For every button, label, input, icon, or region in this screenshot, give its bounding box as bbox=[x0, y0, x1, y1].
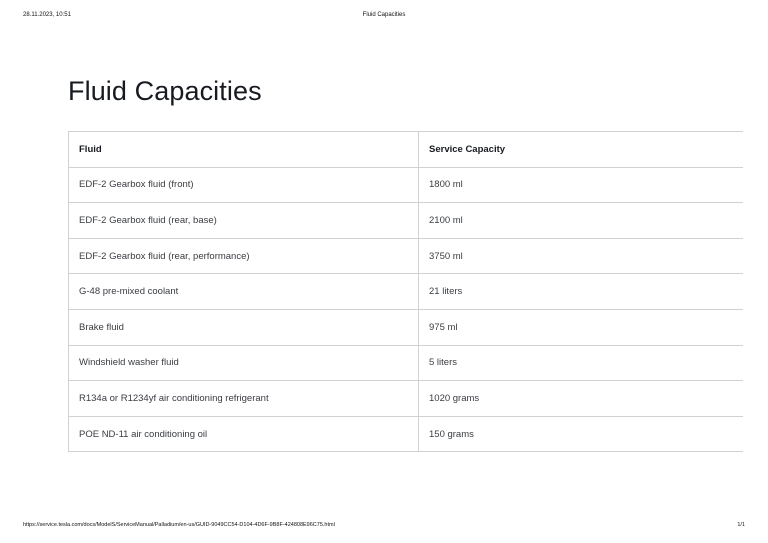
table-row bbox=[69, 381, 744, 417]
fluid-capacities-table-container bbox=[68, 131, 743, 452]
capacity-cell: 975 ml bbox=[419, 309, 744, 345]
fluid-cell: EDF-2 Gearbox fluid (rear, performance) bbox=[69, 238, 419, 274]
table-row bbox=[69, 238, 744, 274]
capacity-cell: 21 liters bbox=[419, 274, 744, 310]
table-row bbox=[69, 167, 744, 203]
table-row bbox=[69, 203, 744, 239]
fluid-cell: Brake fluid bbox=[69, 309, 419, 345]
print-datetime: 28.11.2023, 10:51 bbox=[23, 12, 71, 18]
fluid-capacities-table bbox=[68, 131, 743, 452]
fluid-cell: EDF-2 Gearbox fluid (front) bbox=[69, 167, 419, 203]
column-header-fluid: Fluid bbox=[69, 132, 419, 168]
table-row bbox=[69, 416, 744, 452]
print-header bbox=[23, 12, 745, 22]
print-doc-title: Fluid Capacities bbox=[362, 12, 406, 18]
capacity-cell: 5 liters bbox=[419, 345, 744, 381]
fluid-cell: R134a or R1234yf air conditioning refrigerant bbox=[69, 381, 419, 417]
fluid-cell: POE ND-11 air conditioning oil bbox=[69, 416, 419, 452]
fluid-cell: Windshield washer fluid bbox=[69, 345, 419, 381]
page-title: Fluid Capacities bbox=[68, 76, 262, 106]
capacity-cell: 1020 grams bbox=[419, 381, 744, 417]
table-header-row bbox=[69, 132, 744, 168]
table-row bbox=[69, 345, 744, 381]
fluid-cell: EDF-2 Gearbox fluid (rear, base) bbox=[69, 203, 419, 239]
capacity-cell: 3750 ml bbox=[419, 238, 744, 274]
column-header-service-capacity: Service Capacity bbox=[419, 132, 744, 168]
capacity-cell: 1800 ml bbox=[419, 167, 744, 203]
table-row bbox=[69, 309, 744, 345]
print-page-number: 1/1 bbox=[737, 522, 745, 528]
fluid-cell: G-48 pre-mixed coolant bbox=[69, 274, 419, 310]
table-row bbox=[69, 274, 744, 310]
print-footer bbox=[23, 522, 745, 532]
print-source-url: https://service.tesla.com/docs/ModelS/ServiceManual/Palladium/en-us/GUID-9049CC54-D104-4D6F-9B8F-424808E96C75.html bbox=[23, 522, 335, 528]
capacity-cell: 150 grams bbox=[419, 416, 744, 452]
capacity-cell: 2100 ml bbox=[419, 203, 744, 239]
